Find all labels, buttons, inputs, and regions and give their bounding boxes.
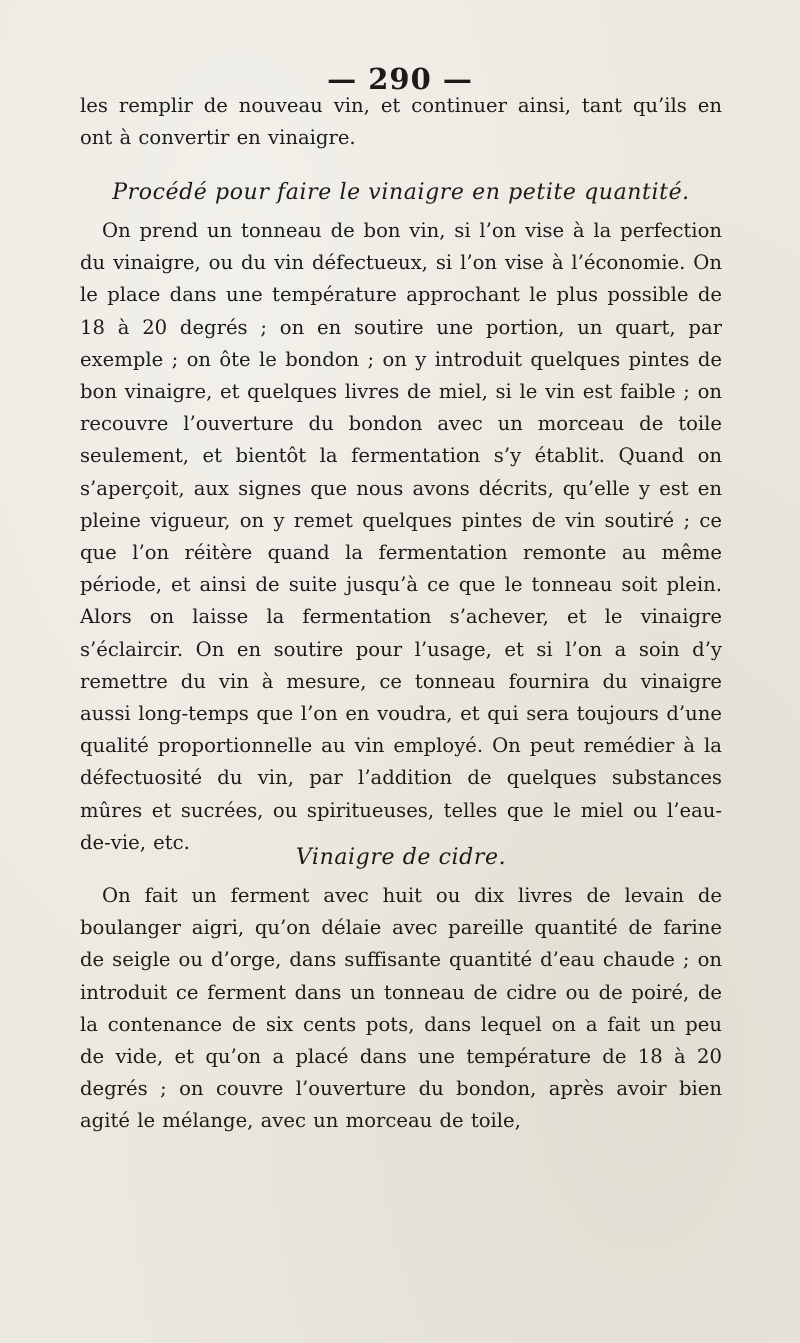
opening-paragraph: les remplir de nouveau vin, et continuer ainsi, tant qu’ils en ont à convertir en vinaigre. [80,94,722,150]
section-2-heading: Vinaigre de cidre. [295,845,507,870]
section-1-heading: Procédé pour faire le vinaigre en petite quantité. [112,180,690,205]
section-1 [80,177,722,209]
section-2-paragraph: On fait un ferment avec huit ou dix livres de levain de boulanger aigri, qu’on délaie avec pareille quantité de farine de seigle ou d’orge, dans suffisante quantité d’eau chaude ; on introduit ce ferment dans un tonneau de cidre ou de poiré, de la contenance de six cents pots, dans lequel on a fait un peu de vide, et qu’on a placé dans une température de 18 à 20 degrés ; on couvre l’ouverture du bondon, après avoir bien agité le mélange, avec un morceau de toile, [80,884,722,1133]
section-2-body [80,880,722,1138]
opening-paragraph-container [80,90,722,154]
section-2 [80,842,722,874]
section-1-paragraph: On prend un tonneau de bon vin, si l’on vise à la perfection du vinaigre, ou du vin défectueux, si l’on vise à l’économie. On le place dans une température approchant le plus possible de 18 à 20 degrés ; on en soutire une portion, un quart, par exemple ; on ôte le bondon ; on y introduit quelques pintes de bon vinaigre, et quelques livres de miel, si le vin est faible ; on recouvre l’ouverture du bondon avec un morceau de toile seulement, et bientôt la fermentation s’y établit. Quand on s’aperçoit, aux signes que nous avons décrits, qu’elle y est en pleine vigueur, on y remet quelques pintes de vin soutiré ; ce que l’on réitère quand la fermentation remonte au même période, et ainsi de suite jusqu’à ce que le tonneau soit plein. Alors on laisse la fermentation s’achever, et le vinaigre s’éclaircir. On en soutire pour l’usage, et si l’on a soin d’y remettre du vin à mesure, ce tonneau fournira du vinaigre aussi long-temps que l’on en voudra, et qui sera toujours d’une qualité proportionnelle au vin employé. On peut remédier à la défectuosité du vin, par l’addition de quelques substances mûres et sucrées, ou spiritueuses, telles que le miel ou l’eau-de-vie, etc. [80,219,722,854]
page-number: — 290 — [327,62,473,96]
section-1-body [80,215,722,859]
